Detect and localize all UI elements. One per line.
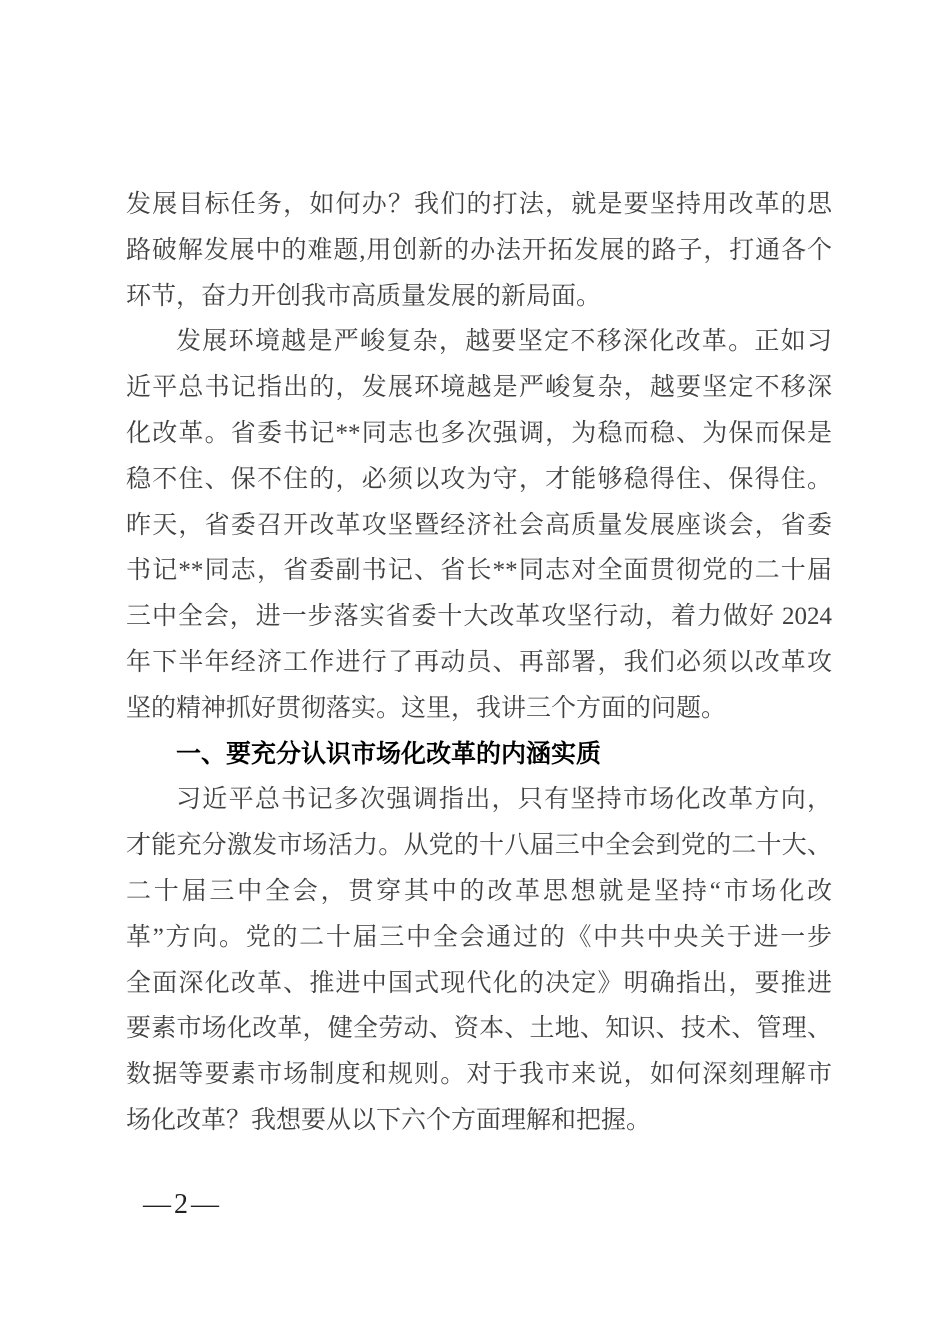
- text-line: 数据等要素市场制度和规则。对于我市来说，如何深刻理解市: [126, 1061, 832, 1089]
- text-line: 路破解发展中的难题,用创新的办法开拓发展的路子，打通各个: [126, 236, 832, 264]
- paragraph: [126, 777, 832, 1143]
- text-line: 近平总书记指出的，发展环境越是严峻复杂，越要坚定不移深: [126, 374, 832, 402]
- text-line: 革”方向。党的二十届三中全会通过的《中共中央关于进一步: [126, 923, 832, 951]
- text-line: 年下半年经济工作进行了再动员、再部署，我们必须以改革攻: [126, 648, 832, 676]
- text-line: 一、要充分认识市场化改革的内涵实质: [176, 739, 602, 768]
- text-line: 二十届三中全会，贯穿其中的改革思想就是坚持“市场化改: [126, 877, 832, 905]
- section-heading: [126, 732, 832, 778]
- text-line: 全面深化改革、推进中国式现代化的决定》明确指出，要推进: [126, 969, 832, 997]
- document-body: [126, 182, 832, 1144]
- paragraph: [126, 182, 832, 319]
- text-line: 才能充分激发市场活力。从党的十八届三中全会到党的二十大、: [126, 832, 832, 860]
- text-line: 环节，奋力开创我市高质量发展的新局面。: [126, 282, 602, 310]
- page-number: —2—: [143, 1189, 222, 1220]
- text-line: 三中全会，进一步落实省委十大改革攻坚行动，着力做好 2024: [126, 603, 832, 631]
- text-line: 发展目标任务，如何办？我们的打法，就是要坚持用改革的思: [126, 191, 832, 218]
- text-line: 稳不住、保不住的，必须以攻为守，才能够稳得住、保得住。: [126, 465, 832, 493]
- text-line: 书记**同志，省委副书记、省长**同志对全面贯彻党的二十届: [126, 557, 832, 585]
- text-line: 习近平总书记多次强调指出，只有坚持市场化改革方向，: [176, 786, 832, 814]
- text-line: 要素市场化改革，健全劳动、资本、土地、知识、技术、管理、: [126, 1015, 832, 1043]
- text-line: 坚的精神抓好贯彻落实。这里，我讲三个方面的问题。: [126, 694, 727, 722]
- text-line: 昨天，省委召开改革攻坚暨经济社会高质量发展座谈会，省委: [126, 511, 832, 539]
- text-line: 发展环境越是严峻复杂，越要坚定不移深化改革。正如习: [176, 328, 832, 356]
- text-line: 化改革。省委书记**同志也多次强调，为稳而稳、为保而保是: [126, 419, 832, 447]
- text-line: 场化改革？我想要从以下六个方面理解和把握。: [126, 1106, 652, 1134]
- paragraph: [126, 319, 832, 731]
